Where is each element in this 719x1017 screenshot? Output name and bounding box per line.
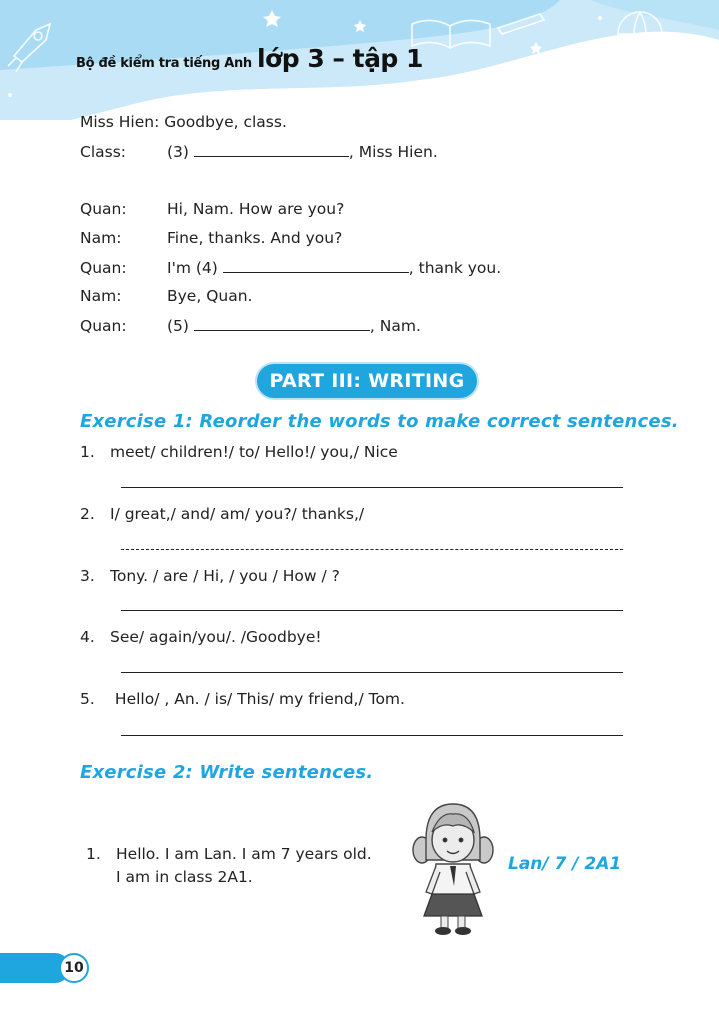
blank-5[interactable] (194, 316, 370, 331)
line-text-before: (3) (167, 143, 189, 161)
item-number: 1. (80, 443, 95, 461)
blank-3[interactable] (194, 142, 349, 157)
item-number: 5. (80, 690, 95, 708)
answer-line[interactable] (121, 549, 623, 550)
dialogue-line (80, 113, 287, 131)
example-line-2: I am in class 2A1. (116, 868, 253, 886)
series-title: Bộ đề kiểm tra tiếng Anh (76, 56, 252, 71)
item-text: I/ great,/ and/ am/ you?/ thanks,/ (110, 505, 365, 523)
speaker: Quan: (80, 200, 127, 218)
speaker: Quan: (80, 259, 127, 277)
exercise-item (80, 505, 364, 523)
dialogue-line (80, 229, 342, 247)
speaker: Nam: (80, 229, 122, 247)
exercise-item (80, 443, 398, 461)
exercise-2-title: Exercise 2: Write sentences. (80, 762, 374, 783)
exercise-1-title: Exercise 1: Reorder the words to make correct sentences. (80, 411, 679, 432)
line-text-before: I'm (4) (167, 259, 218, 277)
example-line-1: Hello. I am Lan. I am 7 years old. (116, 845, 372, 863)
line-text: Bye, Quan. (167, 287, 253, 305)
item-number: 3. (80, 567, 95, 585)
line-text: Hi, Nam. How are you? (167, 200, 345, 218)
exercise-item (80, 628, 322, 646)
answer-line[interactable] (121, 610, 623, 611)
exercise-item (80, 690, 405, 708)
exercise-item (80, 567, 340, 585)
example-sentences (86, 843, 372, 889)
line-text-after: , Miss Hien. (348, 143, 438, 161)
item-number: 2. (80, 505, 95, 523)
line-text: Fine, thanks. And you? (167, 229, 343, 247)
clue-text: Lan/ 7 / 2A1 (508, 854, 622, 874)
answer-line[interactable] (121, 735, 623, 736)
line-text: Goodbye, class. (164, 113, 287, 131)
dialogue-line (80, 142, 438, 161)
volume-title: lớp 3 – tập 1 (256, 44, 423, 73)
girl-illustration (412, 800, 494, 938)
header-banner (0, 0, 719, 120)
item-number: 4. (80, 628, 95, 646)
item-number: 1. (86, 845, 101, 863)
page-number: 10 (59, 953, 89, 983)
book-title (76, 44, 423, 73)
item-text: meet/ children!/ to/ Hello!/ you,/ Nice (110, 443, 398, 461)
speaker: Quan: (80, 317, 127, 335)
dialogue-line (80, 316, 421, 335)
dialogue-line (80, 287, 252, 305)
line-text-after: , Nam. (369, 317, 421, 335)
dialogue-line (80, 258, 501, 277)
answer-line[interactable] (121, 672, 623, 673)
line-text-before: (5) (167, 317, 189, 335)
speaker: Class: (80, 143, 127, 161)
blank-4[interactable] (223, 258, 409, 273)
line-text-after: , thank you. (408, 259, 502, 277)
answer-line[interactable] (121, 487, 623, 488)
speaker: Miss Hien: (80, 113, 160, 131)
item-text: Hello/ , An. / is/ This/ my friend,/ Tom. (110, 690, 405, 708)
item-text: Tony. / are / Hi, / you / How / ? (110, 567, 340, 585)
part-title: PART III: WRITING (257, 364, 477, 398)
dialogue-line (80, 200, 344, 218)
speaker: Nam: (80, 287, 122, 305)
item-text: See/ again/you/. /Goodbye! (110, 628, 322, 646)
